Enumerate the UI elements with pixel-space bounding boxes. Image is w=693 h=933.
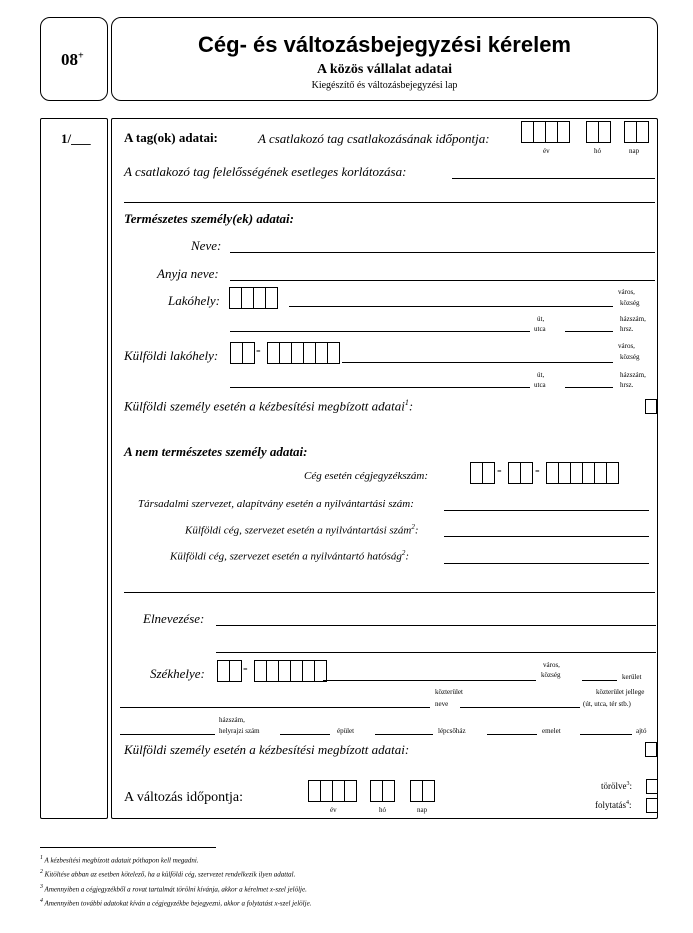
form-code-box (40, 17, 108, 101)
fres-kozseg: község (620, 353, 640, 361)
seat-door-field[interactable] (580, 734, 632, 735)
join-date-month[interactable] (586, 121, 611, 143)
join-date-day[interactable] (624, 121, 649, 143)
res-ut: út, (537, 315, 545, 323)
civil-reg-label: Társadalmi szervezet, alapítvány esetén a nyilvántartási szám: (138, 498, 414, 510)
seat-label: Székhelye: (150, 666, 205, 681)
folytatas-label: folytatás$^4$: (595, 800, 632, 810)
title-box (111, 17, 658, 101)
page-number-box (40, 118, 108, 819)
seat-epulet: épület (337, 727, 355, 735)
divider-1 (124, 202, 655, 203)
foreign-reg-field[interactable] (444, 536, 649, 537)
footnote-1: $^1$ A kézbesítési megbízott adatait póthapon kell megadni. (40, 855, 199, 865)
liability-field[interactable] (452, 178, 655, 179)
name-label: Neve: (191, 238, 222, 253)
seat-zip[interactable] (254, 660, 327, 682)
liability-label: A csatlakozó tag felelősségének esetleges korlátozása: (124, 164, 407, 179)
residence-street-field[interactable] (230, 331, 530, 332)
seat-kerulet: kerület (622, 673, 642, 681)
residence-number-field[interactable] (565, 331, 613, 332)
foreign-residence-label: Külföldi lakóhely: (124, 348, 219, 363)
legal-heading: A nem természetes személy adatai: (124, 444, 308, 459)
fres-hazszam: házszám, (620, 371, 646, 379)
dash: - (497, 463, 502, 478)
footnote-3: $^3$ Amennyiben a cégjegyzékből a rovat tartalmát törölni kívánja, akkor a kérelmet x-szel jelölje. (40, 883, 307, 893)
seat-emelet: emelet (542, 727, 561, 735)
seat-neve: neve (435, 700, 449, 708)
residence-zip[interactable] (229, 287, 278, 309)
seat-building-field[interactable] (280, 734, 330, 735)
seat-public-area-name-field[interactable] (120, 707, 430, 708)
page-subtitle: A közös vállalat adatai (317, 62, 452, 77)
foreign-number-field[interactable] (565, 387, 613, 388)
page-subsubtitle: Kiegészítő és változásbejegyzési lap (311, 80, 458, 91)
civil-reg-field[interactable] (444, 510, 649, 511)
company-name-field-2[interactable] (216, 652, 656, 653)
name-field[interactable] (230, 252, 655, 253)
change-nap-label: nap (417, 806, 428, 814)
seat-kozterulet: közterület (435, 688, 463, 696)
res-hrsz: hrsz. (620, 325, 634, 333)
folytatas-checkbox[interactable] (646, 798, 658, 813)
seat-jellege-examples: (út, utca, tér stb.) (583, 700, 631, 708)
members-label: A tag(ok) adatai: (124, 130, 218, 145)
page-title: Cég- és változásbejegyzési kérelem (198, 32, 571, 57)
mother-name-field[interactable] (230, 280, 655, 281)
join-nap-label: nap (629, 147, 640, 155)
join-date-year[interactable] (521, 121, 570, 143)
fres-ut: út, (537, 371, 545, 379)
seat-staircase-field[interactable] (375, 734, 433, 735)
foreign-reg-label: Külföldi cég, szervezet esetén a nyilvántartási szám$^2$: (185, 523, 419, 537)
reg-court-code[interactable] (470, 462, 495, 484)
foreign-country-code[interactable] (230, 342, 255, 364)
foreign-zip[interactable] (267, 342, 340, 364)
seat-district-field[interactable] (582, 680, 617, 681)
fres-varos: város, (618, 342, 635, 350)
change-ho-label: hó (379, 806, 386, 814)
join-ho-label: hó (594, 147, 601, 155)
seat-ajto: ajtó (636, 727, 647, 735)
change-date-label: A változás időpontja: (124, 790, 243, 805)
dash: - (256, 343, 261, 358)
foreign-auth-label: Külföldi cég, szervezet esetén a nyilvántartó hatóság$^2$: (170, 549, 410, 563)
res-hazszam: házszám, (620, 315, 646, 323)
fres-utca: utca (534, 381, 546, 389)
seat-kozterulet-jellege: közterület jellege (596, 688, 645, 696)
change-date-day[interactable] (410, 780, 435, 802)
change-date-year[interactable] (308, 780, 357, 802)
mother-name-label: Anyja neve: (157, 266, 219, 281)
seat-zip-prefix[interactable] (217, 660, 242, 682)
seat-hazszam: házszám, (219, 716, 245, 724)
fres-hrsz: hrsz. (620, 381, 634, 389)
foreign-street-field[interactable] (230, 387, 530, 388)
dash: - (535, 463, 540, 478)
change-ev-label: év (330, 806, 337, 814)
seat-city-field[interactable] (323, 680, 536, 681)
seat-lepcsohaz: lépcsőház (438, 727, 466, 735)
res-utca: utca (534, 325, 546, 333)
company-name-field[interactable] (216, 625, 656, 626)
residence-city-field[interactable] (289, 306, 613, 307)
residence-label: Lakóhely: (168, 293, 220, 308)
natural-agent-checkbox[interactable] (645, 399, 657, 414)
company-name-label: Elnevezése: (143, 611, 205, 626)
seat-varos: város, (543, 661, 560, 669)
res-kozseg: község (620, 299, 640, 307)
res-varos: város, (618, 288, 635, 296)
natural-agent-label: Külföldi személy esetén a kézbesítési megbízott adatai$^1$: (124, 398, 414, 414)
seat-number-field[interactable] (120, 734, 215, 735)
seat-kozseg: község (541, 671, 561, 679)
reg-number-label: Cég esetén cégjegyzékszám: (304, 470, 429, 482)
seat-floor-field[interactable] (487, 734, 537, 735)
reg-form-code[interactable] (508, 462, 533, 484)
seat-public-area-type-field[interactable] (460, 707, 580, 708)
torolve-label: törölve$^3$: (601, 781, 633, 791)
reg-serial[interactable] (546, 462, 619, 484)
natural-heading: Természetes személy(ek) adatai: (124, 211, 294, 226)
foreign-city-field[interactable] (342, 362, 613, 363)
join-ev-label: év (543, 147, 550, 155)
divider-2 (124, 592, 655, 593)
seat-helyrajzi: helyrajzi szám (219, 727, 260, 735)
page-number[interactable]: 1/___ (61, 131, 91, 146)
form-code: 08+ (61, 50, 84, 69)
footnotes (40, 852, 640, 909)
footnote-rule (40, 847, 216, 848)
dash: - (243, 661, 248, 676)
foreign-auth-field[interactable] (444, 563, 649, 564)
change-date-month[interactable] (370, 780, 395, 802)
join-date-label: A csatlakozó tag csatlakozásának időpontja: (258, 131, 490, 146)
footnote-4: $^4$ Amennyiben további adatokat kíván a cégjegyzékbe bejegyezni, akkor a folytatást x-szel jelölje. (40, 897, 312, 908)
company-agent-checkbox[interactable] (645, 742, 657, 757)
footnote-2: $^2$ Kitöltése abban az esetben kötelező, ha a külföldi cég, szervezet rendelkezik ilyen adattal. (40, 869, 296, 879)
torolve-checkbox[interactable] (646, 779, 658, 794)
company-agent-label: Külföldi személy esetén a kézbesítési megbízott adatai: (124, 742, 410, 757)
